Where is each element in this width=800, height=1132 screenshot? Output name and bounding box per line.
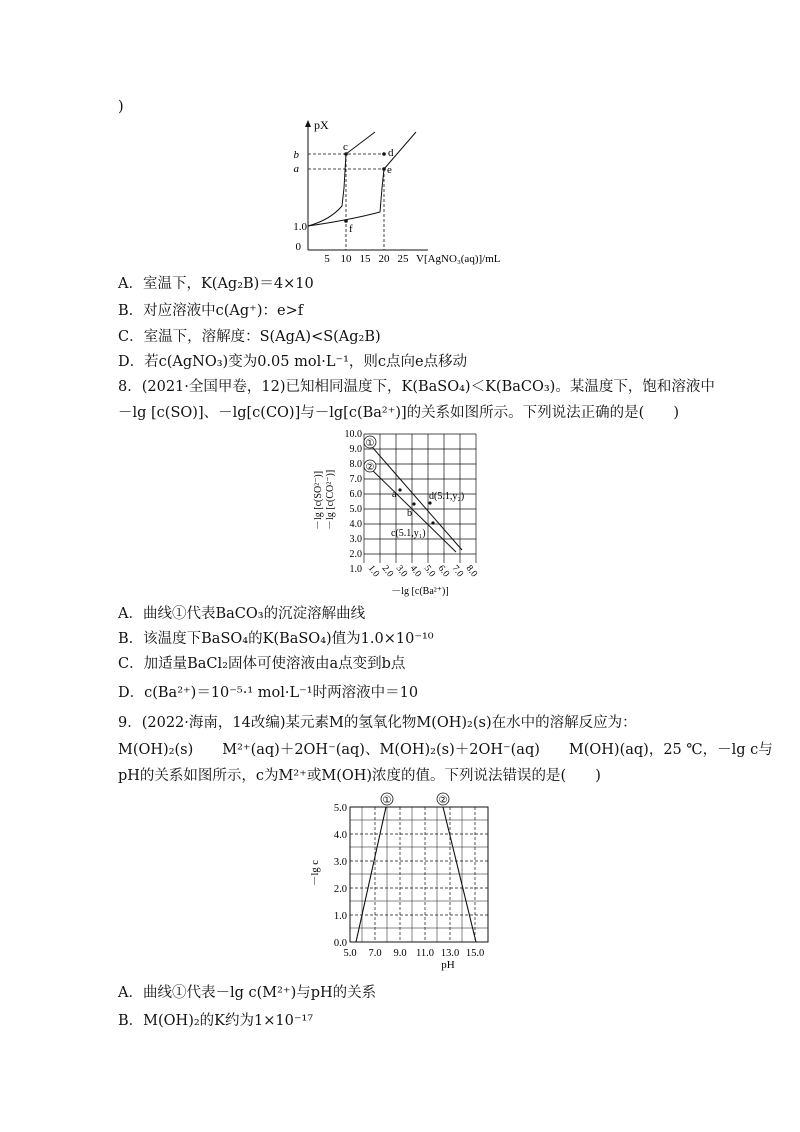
q8-ytick-7: 7.0 xyxy=(349,474,362,485)
q9-ytick-3: 3.0 xyxy=(333,857,347,868)
q8-xtick-3: 3.0 xyxy=(393,563,409,580)
q9-stem-line3: pH的关系如图所示，c为M²⁺或M(OH)浓度的值。下列说法错误的是( ) xyxy=(118,768,601,784)
q9-curve-2-label: ② xyxy=(438,795,448,806)
q8-point-a: a xyxy=(392,489,397,500)
q9-figure xyxy=(300,790,500,976)
q7-curve-1 xyxy=(308,132,375,226)
q8-ytick-3: 3.0 xyxy=(349,534,362,545)
q9-curve-1-label: ① xyxy=(382,795,392,806)
q8-y-label-2: －lg [c(CO²⁻)] xyxy=(325,469,336,530)
q7-option-d: D．若c(AgNO₃)变为0.05 mol·L⁻¹，则c点向e点移动 xyxy=(118,354,468,370)
q9-xtick-9: 9.0 xyxy=(393,948,407,959)
q7-point-e: e xyxy=(387,164,392,176)
q8-xtick-2: 2.0 xyxy=(379,563,395,580)
q7-point-f: f xyxy=(349,223,353,235)
q8-ytick-1: 1.0 xyxy=(349,564,362,575)
q7-y-arrow xyxy=(305,120,311,127)
q7-point-d-mark xyxy=(382,152,386,156)
q9-line-1 xyxy=(356,807,386,942)
q8-option-a: A．曲线①代表BaCO₃的沉淀溶解曲线 xyxy=(118,606,366,622)
q7-figure xyxy=(280,118,520,268)
q8-xtick-4: 4.0 xyxy=(407,563,423,580)
q9-ytick-5: 5.0 xyxy=(333,803,347,814)
q8-point-c-mark xyxy=(431,521,434,524)
q8-xtick-8: 8.0 xyxy=(463,563,479,580)
q9-stem-line2: M(OH)₂(s) M²⁺(aq)＋2OH⁻(aq)、M(OH)₂(s)＋2OH⁻(aq) M(OH)(aq)，25 ℃，－lg c与 xyxy=(118,742,773,758)
q8-xtick-1: 1.0 xyxy=(365,563,381,580)
q7-tick-b: b xyxy=(293,149,299,161)
q7-xtick-5: 5 xyxy=(324,253,330,265)
q8-xtick-5: 5.0 xyxy=(421,563,437,580)
q7-option-c: C．室温下，溶解度：S(AgA)<S(Ag₂B) xyxy=(118,329,381,345)
q9-xtick-11: 11.0 xyxy=(416,948,434,959)
q9-ytick-1: 1.0 xyxy=(333,911,347,922)
q7-tick-a: a xyxy=(293,163,299,175)
q8-point-d: d(5.1,y₂) xyxy=(429,491,465,502)
q7-curve-2 xyxy=(308,132,416,226)
q8-ytick-6: 6.0 xyxy=(349,489,362,500)
q7-xtick-20: 20 xyxy=(378,253,390,265)
q8-point-b: b xyxy=(407,508,412,519)
q8-option-d: D．c(Ba²⁺)＝10⁻⁵·¹ mol·L⁻¹时两溶液中＝10 xyxy=(118,685,419,701)
q8-ytick-2: 2.0 xyxy=(349,549,362,560)
q9-stem-line1: 9．(2022·海南，14改编)某元素M的氢氧化物M(OH)₂(s)在水中的溶解反应为： xyxy=(118,715,637,731)
q8-ytick-8: 8.0 xyxy=(349,459,362,470)
q7-xtick-25: 25 xyxy=(397,253,409,265)
q9-option-a: A．曲线①代表－lg c(M²⁺)与pH的关系 xyxy=(118,985,377,1001)
q9-ytick-4: 4.0 xyxy=(333,830,347,841)
q8-stem-line2: －lg [c(SO)]、－lg[c(CO)]与－lg[c(Ba²⁺)]的关系如图所示。下列说法正确的是( ) xyxy=(118,405,679,421)
q8-point-c: c(5.1,y₁) xyxy=(391,528,426,539)
q7-stem-tail: ) xyxy=(118,99,124,115)
q7-option-a: A．室温下，K(Ag₂B)＝4×10 xyxy=(118,276,314,292)
q9-x-label: pH xyxy=(441,959,455,971)
q7-x-label: V[AgNO₃(aq)]/mL xyxy=(416,253,501,265)
q8-option-c: C．加适量BaCl₂固体可使溶液由a点变到b点 xyxy=(118,656,406,672)
q7-point-f-mark xyxy=(344,219,348,223)
q9-line-2 xyxy=(443,807,476,942)
q8-option-b: B．该温度下BaSO₄的K(BaSO₄)值为1.0×10⁻¹⁰ xyxy=(118,631,434,647)
q8-x-label: －lg [c(Ba²⁺)] xyxy=(391,586,449,597)
q7-tick-1: 1.0 xyxy=(293,221,307,233)
q8-ytick-5: 5.0 xyxy=(349,504,362,515)
q9-xtick-15: 15.0 xyxy=(465,948,485,959)
q8-y-label-1: －lg [c(SO²⁻)] xyxy=(313,470,324,530)
q7-point-d: d xyxy=(388,147,394,159)
q9-xtick-5: 5.0 xyxy=(343,948,357,959)
q8-curve-2-label: ② xyxy=(365,462,375,473)
q8-ytick-9: 9.0 xyxy=(349,444,362,455)
q9-xtick-7: 7.0 xyxy=(368,948,382,959)
q7-point-e-mark xyxy=(382,167,386,171)
q8-figure xyxy=(308,426,508,598)
q9-ytick-0: 0.0 xyxy=(333,938,347,949)
q7-option-b: B．对应溶液中c(Ag⁺)：e>f xyxy=(118,303,304,319)
q7-xtick-15: 15 xyxy=(359,253,371,265)
q9-y-label: －lg c xyxy=(310,860,321,886)
q7-xtick-10: 10 xyxy=(340,253,352,265)
q9-option-b: B．M(OH)₂的K约为1×10⁻¹⁷ xyxy=(118,1013,314,1029)
q7-tick-0: 0 xyxy=(295,241,301,253)
q7-point-c: c xyxy=(343,141,348,153)
q7-y-label: pX xyxy=(314,118,329,132)
q9-xtick-13: 13.0 xyxy=(440,948,460,959)
q8-stem-line1: 8．(2021·全国甲卷，12)已知相同温度下，K(BaSO₄)＜K(BaCO₃)。某温度下，饱和溶液中 xyxy=(118,379,715,395)
q8-xtick-6: 6.0 xyxy=(435,563,451,580)
q8-ytick-10: 10.0 xyxy=(344,429,362,440)
q8-point-b-mark xyxy=(412,502,415,505)
q9-ytick-2: 2.0 xyxy=(333,884,347,895)
q8-point-a-mark xyxy=(398,488,401,491)
q8-ytick-4: 4.0 xyxy=(349,519,362,530)
q8-curve-1-label: ① xyxy=(365,438,375,449)
q8-xtick-7: 7.0 xyxy=(449,563,465,580)
